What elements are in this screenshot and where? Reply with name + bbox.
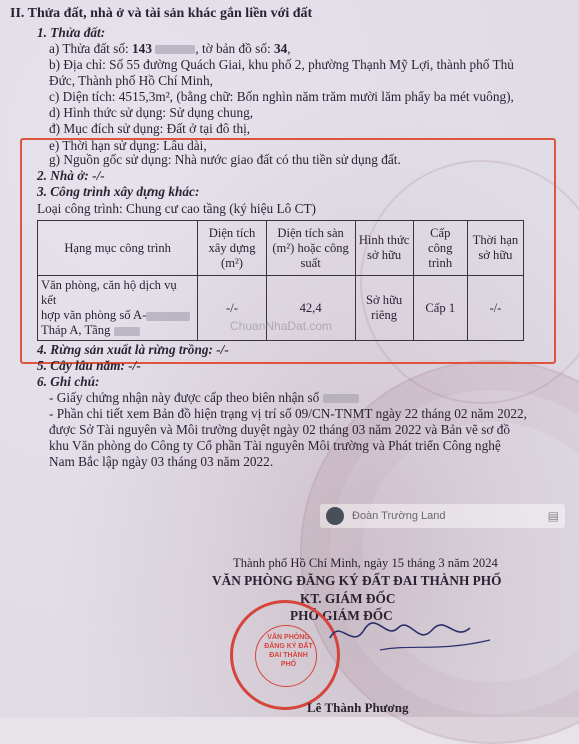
seller-watermark bbox=[320, 504, 565, 528]
table-cell-area: -/- bbox=[198, 276, 266, 341]
section-title: II. Thửa đất, nhà ở và tài sản khác gắn liền với đất bbox=[10, 6, 313, 21]
table-header: Diện tích sàn (m²) hoặc công suất bbox=[266, 221, 355, 276]
note-1: - Giấy chứng nhận này được cấp theo biên nhận số bbox=[49, 390, 359, 406]
highlight-box bbox=[20, 138, 556, 364]
watermark-ghost-text: ChuanNhaDat.com bbox=[230, 319, 333, 333]
perennial-line: 5. Cây lâu năm: -/- bbox=[37, 358, 141, 373]
table-header: Thời hạn sở hữu bbox=[467, 221, 523, 276]
signatory-kt: KT. GIÁM ĐỐC bbox=[300, 591, 396, 606]
table-cell-item: Văn phòng, căn hộ dịch vụ kết hợp văn phòng số A- Tháp A, Tầng bbox=[38, 276, 198, 341]
table-cell-term: -/- bbox=[467, 276, 523, 341]
construction-heading: 3. Công trình xây dựng khác: bbox=[37, 184, 200, 199]
note-2-line4: Nam Bắc lập ngày 03 tháng 03 năm 2022. bbox=[49, 454, 274, 469]
table-header: Hạng mục công trình bbox=[38, 221, 198, 276]
land-origin: g) Nguồn gốc sử dụng: Nhà nước giao đất có thu tiền sử dụng đất. bbox=[49, 152, 401, 167]
redacted-block bbox=[155, 45, 195, 54]
notes-heading: 6. Ghi chú: bbox=[37, 374, 100, 389]
table-header: Cấp công trình bbox=[413, 221, 467, 276]
watermark-label: Đoàn Trường Land bbox=[352, 510, 446, 522]
land-address-line1: b) Địa chỉ: Số 55 đường Quách Giai, khu phố 2, phường Thạnh Mỹ Lợi, thành phố Thủ bbox=[49, 57, 514, 72]
signatory-name: Lê Thành Phương bbox=[307, 700, 409, 715]
handwritten-signature bbox=[320, 600, 520, 660]
table-header: Hình thức sở hữu bbox=[355, 221, 413, 276]
table-cell-grade: Cấp 1 bbox=[413, 276, 467, 341]
layers-icon: ▤ bbox=[547, 509, 559, 523]
table-header: Diện tích xây dựng (m²) bbox=[198, 221, 266, 276]
issuing-office: VĂN PHÒNG ĐĂNG KÝ ĐẤT ĐAI THÀNH PHỐ bbox=[212, 573, 502, 588]
table-cell-ownership: Sở hữu riêng bbox=[355, 276, 413, 341]
seal-text: VĂN PHÒNG ĐĂNG KÝ ĐẤT ĐAI THÀNH PHỐ bbox=[264, 634, 313, 668]
land-parcel-line: a) Thửa đất số: 143 , tờ bản đồ số: 34, bbox=[49, 41, 291, 56]
construction-type: Loại công trình: Chung cư cao tầng (ký hiệu Lô CT) bbox=[37, 201, 316, 216]
land-term: e) Thời hạn sử dụng: Lâu dài, bbox=[49, 138, 207, 153]
note-2-line3: khu Văn phòng do Công ty Cổ phần Tài nguyên Môi trường và Phát triển Công nghệ bbox=[49, 438, 501, 453]
house-line: 2. Nhà ở: -/- bbox=[37, 168, 105, 183]
avatar bbox=[326, 507, 344, 525]
redacted-block bbox=[323, 394, 359, 403]
land-purpose: đ) Mục đích sử dụng: Đất ở tại đô thị, bbox=[49, 121, 251, 136]
land-heading: 1. Thửa đất: bbox=[37, 25, 106, 40]
signing-date: Thành phố Hồ Chí Minh, ngày 15 tháng 3 năm 2024 bbox=[233, 556, 498, 570]
land-usage-form: d) Hình thức sử dụng: Sử dụng chung, bbox=[49, 105, 254, 120]
note-2-line1: - Phần chi tiết xem Bản đồ hiện trạng vị trí số 09/CN-TNMT ngày 22 tháng 02 năm 2022, bbox=[49, 406, 528, 421]
note-2-line2: được Sở Tài nguyên và Môi trường duyệt ngày 02 tháng 03 năm 2022 và Bản vẽ sơ đồ bbox=[49, 422, 511, 437]
forest-line: 4. Rừng sản xuất là rừng trồng: -/- bbox=[37, 342, 229, 357]
land-area: c) Diện tích: 4515,3m², (bằng chữ: Bốn nghìn năm trăm mười lăm phẩy ba mét vuông), bbox=[49, 89, 514, 104]
signatory-title: PHÓ GIÁM ĐỐC bbox=[290, 608, 393, 623]
table-cell-floor-area: 42,4 bbox=[266, 276, 355, 341]
land-address-line2: Đức, Thành phố Hồ Chí Minh, bbox=[49, 73, 213, 88]
